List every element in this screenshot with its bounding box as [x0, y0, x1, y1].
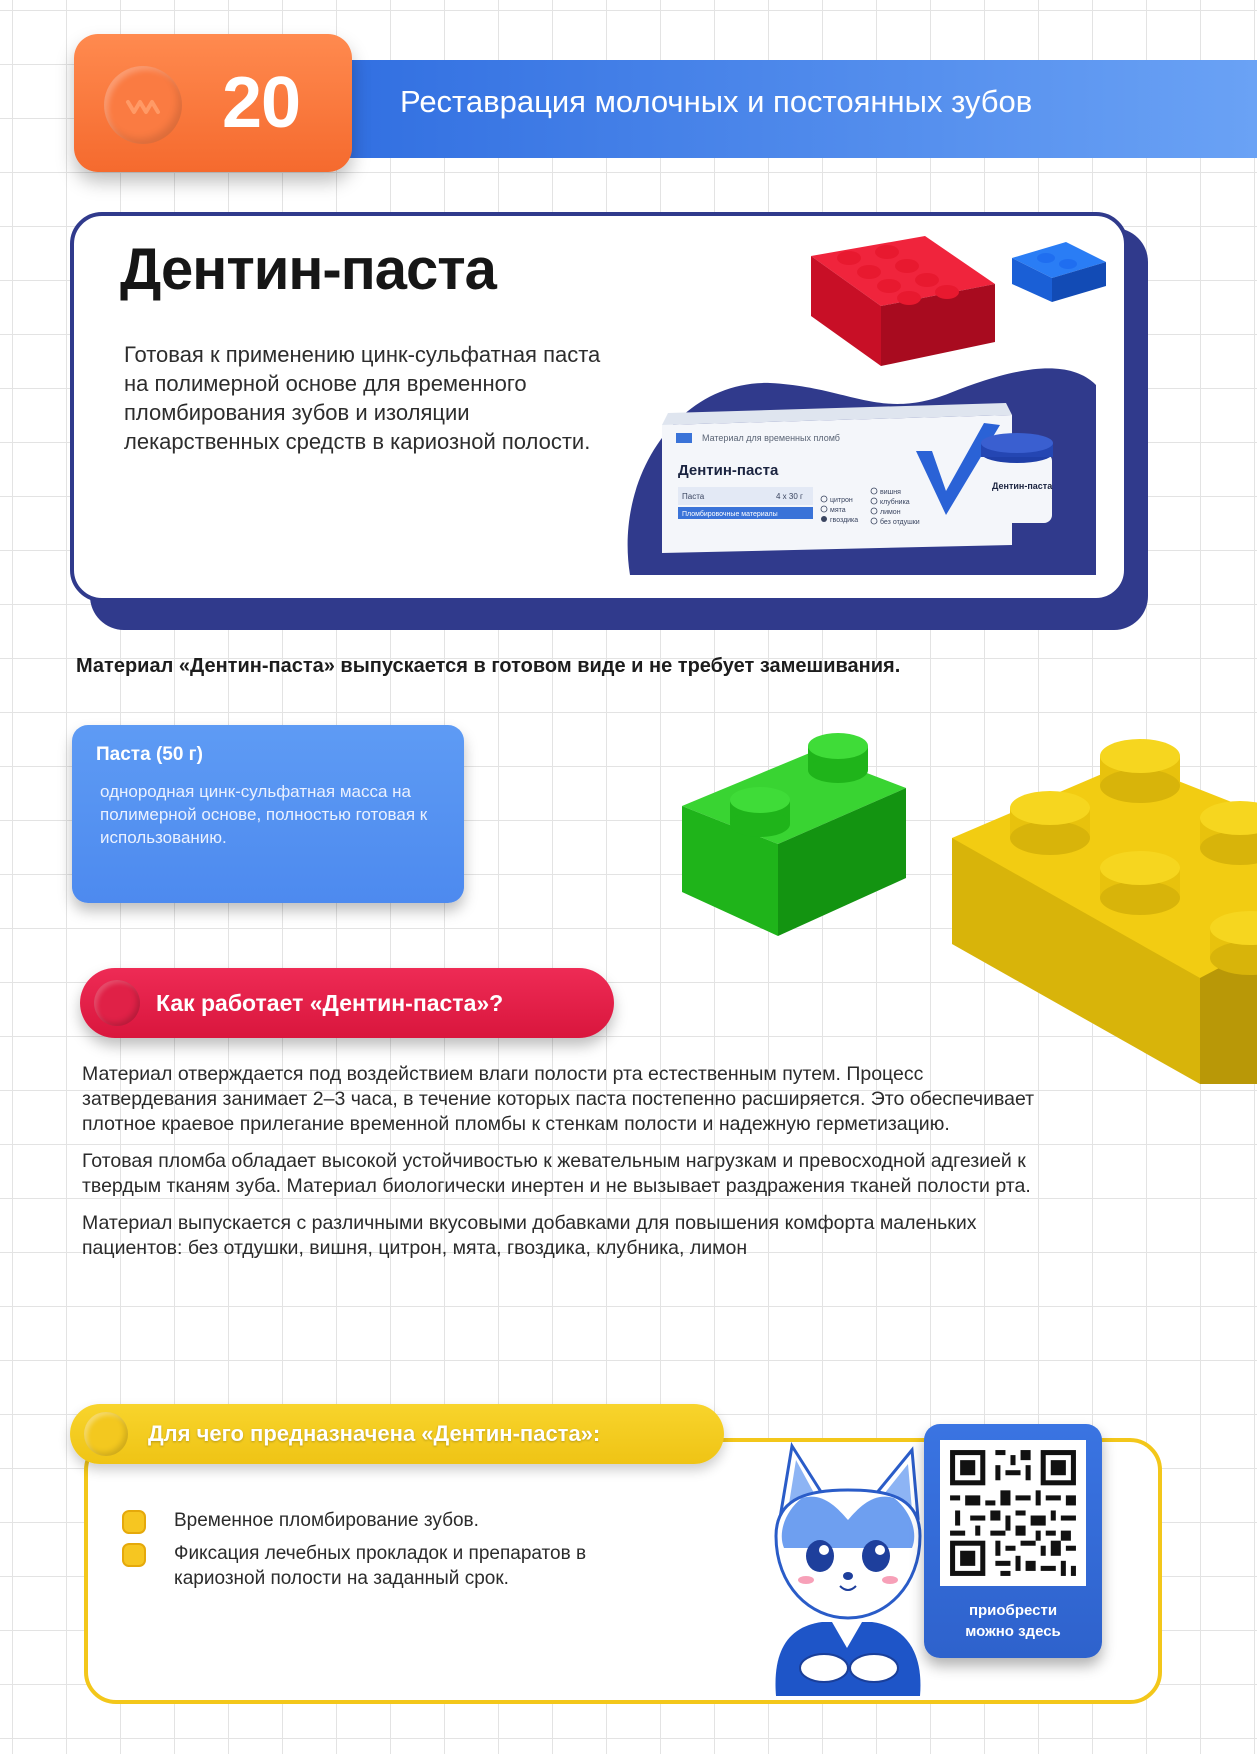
- svg-text:Паста: Паста: [682, 492, 705, 501]
- yellow-brick-image: [950, 728, 1257, 1084]
- svg-text:Дентин-паста: Дентин-паста: [992, 481, 1053, 491]
- purpose-title: Для чего предназначена «Дентин-паста»:: [148, 1421, 601, 1446]
- section-number: 20: [222, 63, 301, 143]
- svg-text:лимон: лимон: [880, 509, 901, 516]
- svg-text:Материал для временных пломб: Материал для временных пломб: [702, 433, 840, 443]
- logo-mark-icon: [104, 66, 182, 144]
- fox-mascot-image: [762, 1436, 932, 1696]
- svg-text:Дентин-паста: Дентин-паста: [678, 462, 779, 479]
- list-item-text: Временное пломбирование зубов.: [174, 1510, 479, 1531]
- paragraph: Материал выпускается с различными вкусовыми добавками для повышения комфорта маленьких пациентов: без отдушки, вишня, цитрон, мята, гвоздика, клубника, лимон: [82, 1212, 977, 1259]
- brick-stud-icon: [94, 980, 140, 1026]
- product-photo-backdrop: [620, 355, 1100, 580]
- purpose-list: [122, 1508, 682, 1599]
- qr-code-icon: [940, 1440, 1086, 1586]
- svg-text:без отдушки: без отдушки: [880, 519, 920, 526]
- paragraph: Готовая пломба обладает высокой устойчивостью к жевательным нагрузкам и превосходной адгезией к твердым тканям зуба. Материал биологически инертен и не вызывает раздражения тканей полости рта.: [82, 1150, 1031, 1197]
- paste-info-title: Паста (50 г): [96, 744, 203, 765]
- bullet-icon: [122, 1510, 146, 1534]
- svg-text:клубника: клубника: [880, 499, 910, 506]
- product-jar-image: [981, 433, 1053, 523]
- brick-stud-icon: [84, 1412, 128, 1456]
- product-description: Готовая к применению цинк-сульфатная паста на полимерной основе для временного пломбирования зубов и изоляции лекарственных средств в кариозной полости.: [124, 342, 601, 454]
- product-title: Дентин-паста: [120, 237, 496, 302]
- how-it-works-text: [82, 1062, 1062, 1273]
- list-item-text: Фиксация лечебных прокладок и препаратов в кариозной полости на заданный срок.: [174, 1543, 587, 1589]
- blue-brick-image: [1010, 236, 1110, 306]
- how-it-works-title: Как работает «Дентин-паста»?: [156, 990, 504, 1016]
- svg-text:мята: мята: [830, 507, 846, 514]
- brick-stud-logo-icon: [104, 66, 182, 144]
- green-brick-image: [676, 716, 916, 942]
- paste-info-text: однородная цинк-сульфатная масса на полимерной основе, полностью готовая к использованию.: [100, 782, 428, 847]
- svg-text:цитрон: цитрон: [830, 497, 853, 504]
- intro-text: Материал «Дентин-паста» выпускается в готовом виде и не требует замешивания.: [76, 655, 901, 677]
- red-brick-image: [805, 232, 1005, 372]
- svg-text:вишня: вишня: [880, 489, 901, 496]
- qr-code[interactable]: [940, 1440, 1086, 1586]
- qr-caption: [924, 1600, 1102, 1642]
- svg-text:гвоздика: гвоздика: [830, 517, 859, 524]
- list-item: [122, 1541, 682, 1591]
- paragraph: Материал отверждается под воздействием влаги полости рта естественным путем. Процесс затвердевания занимает 2–3 часа, в течение которых паста постепенно расширяется. Это обеспечивает плотное краевое прилегание временной пломбы к стенкам полости и надежную герметизацию.: [82, 1063, 1035, 1135]
- svg-text:Пломбировочные материалы: Пломбировочные материалы: [682, 511, 778, 518]
- qr-caption-line: приобрести: [968, 1602, 1058, 1619]
- bullet-icon: [122, 1543, 146, 1567]
- qr-caption-line: можно здесь: [965, 1623, 1061, 1640]
- svg-text:4 x 30 г: 4 x 30 г: [776, 492, 803, 501]
- product-box-image: [662, 403, 1012, 553]
- list-item: [122, 1508, 682, 1533]
- section-title: Реставрация молочных и постоянных зубов: [400, 84, 1033, 119]
